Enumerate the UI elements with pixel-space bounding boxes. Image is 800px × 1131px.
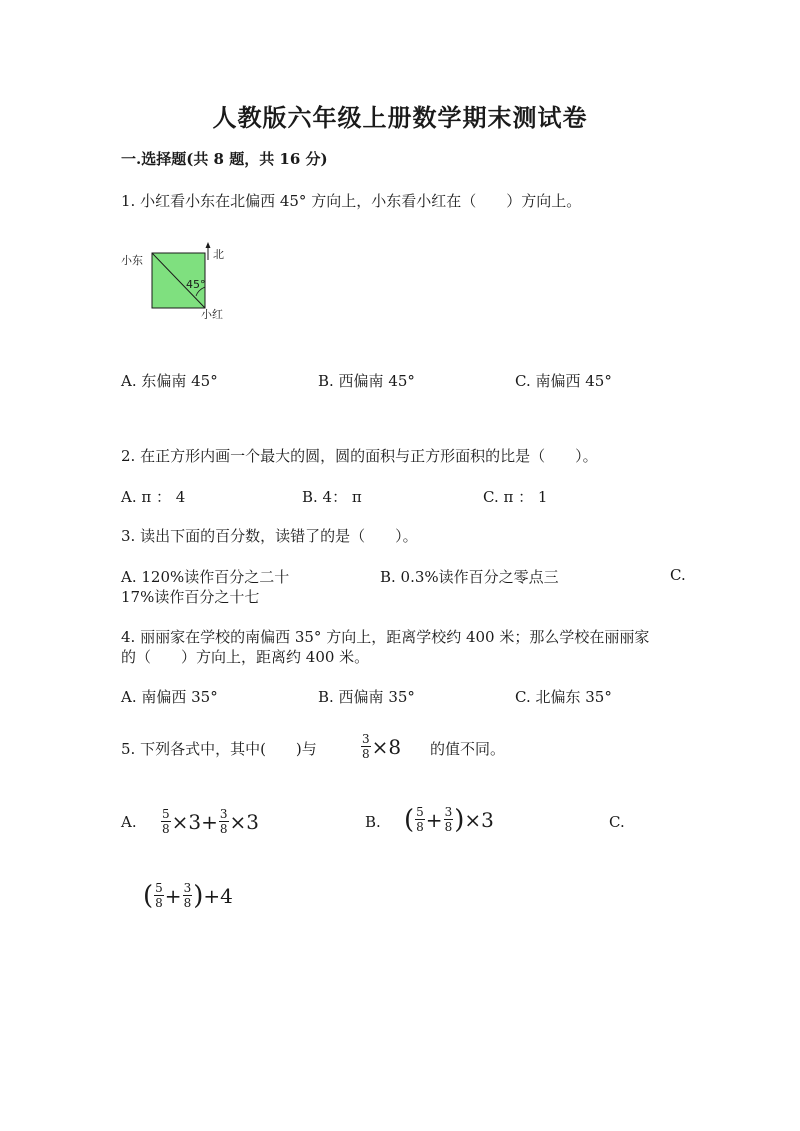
question-1-diagram [118,240,248,325]
q3-option-c-text: 17%读作百分之十七 [121,588,260,606]
q3-option-b: B. 0.3%读作百分之零点三 [380,568,559,586]
q2-option-a: A. π ： 4 [121,488,186,506]
q5-option-a-expression: $\frac{5}{8}$ ×3+ $\frac{3}{8}$ ×3 [162,807,260,836]
section-heading: 一.选择题(共 8 题，共 16 分) [121,150,328,168]
q5-option-c-expression: ( $\frac{5}{8}$ + $\frac{3}{8}$ ) +4 [143,880,233,911]
fraction: $\frac{3}{8}$ [362,732,370,761]
q5-option-b-expression: ( $\frac{5}{8}$ + $\frac{3}{8}$ ) ×3 [404,804,494,835]
question-5-stem-after: 的值不同。 [430,740,506,758]
question-3-stem: 3. 读出下面的百分数，读错了的是（ ）。 [121,527,418,545]
north-arrow-icon [206,242,211,248]
label-north: 北 [213,248,224,261]
fraction: $\frac{5}{8}$ [155,881,163,910]
question-4-stem-line2: 的（ ）方向上，距离约 400 米。 [121,648,370,666]
q3-option-a: A. 120%读作百分之二十 [121,568,290,586]
q5-option-a-label: A. [121,813,137,831]
fraction: $\frac{5}{8}$ [416,805,424,834]
fraction: $\frac{3}{8}$ [183,881,192,910]
question-4-stem-line1: 4. 丽丽家在学校的南偏西 35° 方向上，距离学校约 400 米；那么学校在丽丽家 [121,628,650,646]
q5-option-c-label: C. [609,813,625,831]
q1-option-b: B. 西偏南 45° [318,372,415,390]
q3-option-c-label: C. [670,566,686,584]
question-5-expression: $\frac{3}{8}$ ×8 [362,732,402,761]
label-angle: 45° [186,278,206,291]
question-1-stem: 1. 小红看小东在北偏西 45° 方向上，小东看小红在（ ）方向上。 [121,192,582,210]
fraction: $\frac{5}{8}$ [162,807,170,836]
q4-option-a: A. 南偏西 35° [121,688,218,706]
fraction: $\frac{3}{8}$ [444,805,453,834]
q2-option-c: C. π ： 1 [483,488,548,506]
question-2-stem: 2. 在正方形内画一个最大的圆，圆的面积与正方形面积的比是（ ）。 [121,447,598,465]
q1-option-a: A. 东偏南 45° [121,372,218,390]
q4-option-b: B. 西偏南 35° [318,688,415,706]
q1-option-c: C. 南偏西 45° [515,372,612,390]
label-xiaodong: 小东 [121,254,143,267]
fraction: $\frac{3}{8}$ [219,807,228,836]
q4-option-c: C. 北偏东 35° [515,688,612,706]
question-5-stem-before: 5. 下列各式中，其中( )与 [121,740,317,758]
page-title: 人教版六年级上册数学期末测试卷 [212,103,588,132]
q2-option-b: B. 4： π [302,488,362,506]
label-xiaohong: 小红 [201,308,223,321]
q5-option-b-label: B. [365,813,381,831]
